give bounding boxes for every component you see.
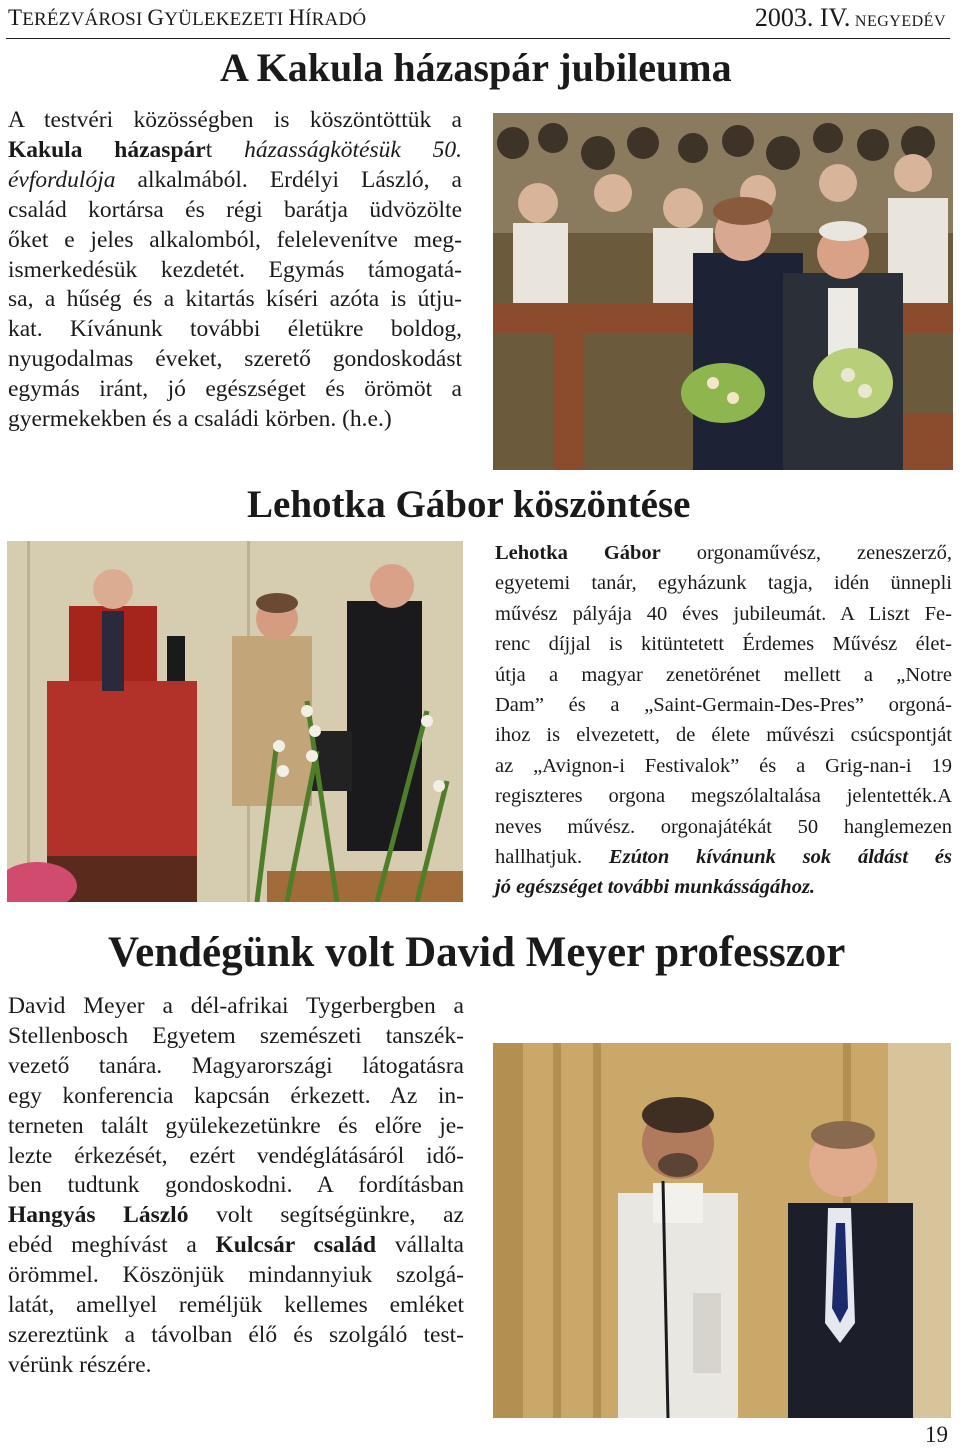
text-line: lezte érkezését, ezért vendéglátásáról idő- [8, 1142, 464, 1169]
text-line: David Meyer a dél-afrikai Tygerbergben a [8, 993, 464, 1019]
header-rule [6, 38, 950, 39]
text-line: egy konferencia kapcsán érkezett. Az in- [8, 1082, 464, 1109]
text-line: őket e jeles alkalomból, felelevenítve meg- [8, 226, 462, 253]
text-line: vezető tanára. Magyarországi látogatásra [8, 1052, 464, 1079]
text-line: sa, a hűség és a kitartás kíséri azóta is útju- [8, 286, 462, 313]
text-line: egyetemi tanár, egyházunk tagja, idén ünnepli [495, 572, 952, 595]
text-line: A testvéri közösségben is köszöntöttük a [8, 107, 462, 133]
issue-label: 2003. IV. NEGYEDÉV [754, 3, 946, 32]
text-line: renc díjjal is kitüntetett Érdemes Művész élet- [495, 633, 952, 656]
text-line: örömmel. Köszönjük mindannyiuk szolgá- [8, 1262, 464, 1289]
article-body-meyer [8, 992, 464, 1381]
text-line: kat. Kívánunk további életükre boldog, [8, 316, 462, 343]
newsletter-name: TERÉZVÁROSI GYÜLEKEZETI HÍRADÓ [8, 5, 367, 30]
article-title-kakula: A Kakula házaspár jubileuma [220, 45, 732, 90]
text-line: művész pályája 40 éves jubileumát. A Liszt Fe- [495, 602, 952, 625]
photo-lehotka-ceremony [7, 541, 463, 902]
page-number: 19 [925, 1422, 948, 1447]
text-line: évfordulója alkalmából. Erdélyi László, a [8, 166, 462, 193]
text-line: vérünk részére. [8, 1351, 152, 1378]
photo-meyer-visit [493, 1043, 951, 1418]
text-line: hallhatjuk. Ezúton kívánunk sok áldást és [495, 846, 952, 869]
text-line: ihoz is elvezetett, de élete művészi csúcspontját [495, 724, 952, 747]
text-line: az „Avignon-i Festivalok” és a Grig-nan-i 19 [495, 754, 952, 777]
article-title-lehotka: Lehotka Gábor köszöntése [247, 483, 691, 526]
text-line: Stellenbosch Egyetem szemészeti tanszék- [8, 1022, 464, 1049]
text-line: Dam” és a „Saint-Germain-Des-Pres” orgoná- [495, 694, 952, 717]
article-body-lehotka [495, 538, 952, 903]
article-body-kakula [8, 106, 462, 435]
text-line: útja a magyar zenetörénet mellett a „Notre [495, 663, 952, 686]
text-line: ismerkedésük kezdetét. Egymás támogatá- [8, 256, 462, 283]
text-line: nyugodalmas éveket, szerető gondoskodást [8, 346, 462, 373]
text-line: egymás iránt, jó egészséget és örömöt a [8, 376, 462, 403]
text-line: Lehotka Gábor orgonaművész, zeneszerző, [495, 542, 952, 564]
article-title-meyer: Vendégünk volt David Meyer professzor [108, 929, 846, 976]
text-line: ebéd meghívást a Kulcsár család vállalta [8, 1232, 464, 1259]
text-line: Hangyás László volt segítségünkre, az [8, 1202, 464, 1229]
text-line: Kakula házaspárt házasságkötésük 50. [8, 136, 463, 163]
photo-kakula-couple [493, 113, 953, 470]
text-line: latát, amellyel reméljük kellemes emléket [8, 1292, 464, 1319]
text-line: szereztünk a távolban élő és szolgáló test- [8, 1321, 464, 1348]
text-line: jó egészséget további munkásságához. [495, 876, 816, 899]
text-line: gyermekekben és a családi körben. (h.e.) [8, 406, 392, 433]
text-line: család kortársa és régi barátja üdvözölte [8, 196, 462, 223]
text-line: ben tudtunk gondoskodni. A fordításban [8, 1172, 464, 1199]
text-line: terneten talált gyülekezetünkre és előre je- [8, 1112, 464, 1139]
text-line: neves művész. orgonajátékát 50 hanglemezen [495, 815, 952, 838]
text-line: regiszteres orgona megszólaltalása jelentették.A [495, 785, 952, 808]
